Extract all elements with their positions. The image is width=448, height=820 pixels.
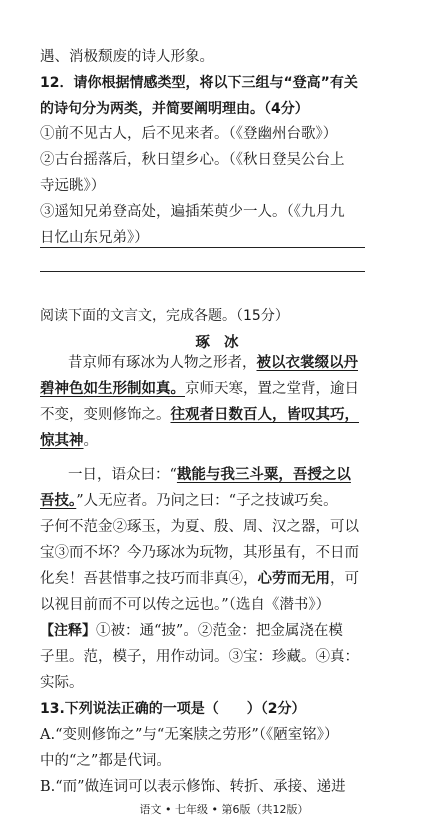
passage-p1-line1 bbox=[40, 353, 410, 373]
passage-p2-line6: 以视目前而不可以传之远也。”（选自《潜书》） bbox=[40, 597, 331, 613]
passage-p2-line3: 子何不范金②琢玉，为夏、殷、周、汉之器，可以 bbox=[40, 519, 359, 535]
p1-text-c: 不变，变则修饰之。 bbox=[40, 407, 171, 423]
p1-text-b2: 京师天寒，置之堂背，逾日 bbox=[185, 381, 359, 397]
passage-p2-line2 bbox=[40, 491, 410, 511]
p2-text-b2: ”人无应者。乃问之曰：“子之技诚巧矣。 bbox=[76, 493, 338, 509]
q13-option-a-line1: A.“变则修饰之”与“无案牍之劳形”（《陋室铭》） bbox=[40, 727, 339, 743]
intro-tail-line: 遇、消极颓废的诗人形象。 bbox=[40, 49, 214, 65]
q12-item-3a: ③遥知兄弟登高处，遍插茱萸少一人。（《九月九 bbox=[40, 204, 345, 220]
p2-bold-a2: 戡能与我三斗粟，吾授之以 bbox=[176, 466, 351, 483]
passage-p1-line4 bbox=[40, 431, 410, 451]
q12-item-2a: ②古台摇落后，秋日望乡心。（《秋日登吴公台上 bbox=[40, 152, 345, 168]
q13-option-a-line2: 中的“之”都是代词。 bbox=[40, 753, 171, 769]
answer-line-1 bbox=[40, 247, 365, 248]
q12-item-1: ①前不见古人，后不见来者。（《登幽州台歌》） bbox=[40, 126, 338, 142]
p2-bold-b1: 吾技。 bbox=[40, 492, 77, 509]
passage-p2-line4: 宝③而不坏？今乃琢冰为玩物，其形虽有，不日而 bbox=[40, 545, 359, 561]
p1-bold-b1: 碧神色如生形制如真。 bbox=[40, 380, 185, 397]
q12-item-3b: 日忆山东兄弟》） bbox=[40, 230, 149, 246]
page-footer: 语文 • 七年级 • 第6版（共12版） bbox=[139, 803, 309, 816]
p2-bold-e2: 心劳而无用 bbox=[257, 570, 330, 587]
p1-text-d-end: 。 bbox=[83, 433, 98, 449]
p1-bold-a2: 被以衣裳缀以丹 bbox=[256, 354, 358, 371]
notes-line1 bbox=[40, 621, 410, 641]
passage-p1-line3 bbox=[40, 405, 410, 425]
q12-stem-line1: 12．请你根据情感类型，将以下三组与“登高”有关 bbox=[40, 75, 358, 91]
notes-line3: 实际。 bbox=[40, 675, 84, 691]
p1-bold-d: 惊其神 bbox=[40, 432, 84, 449]
notes-label: 【注释】 bbox=[40, 623, 96, 639]
q13-option-b: B.“而”做连词可以表示修饰、转折、承接、递进 bbox=[40, 779, 346, 795]
p2-text-e3: ，可 bbox=[330, 571, 359, 587]
passage-p1-line2 bbox=[40, 379, 410, 399]
notes-line2: 子里。范，模子，用作动词。③宝：珍藏。④真： bbox=[40, 649, 359, 665]
p2-text-e1: 化矣！吾甚惜事之技巧而非真④， bbox=[40, 571, 258, 587]
reading-intro: 阅读下面的文言文，完成各题。（15分） bbox=[40, 308, 289, 324]
p1-bold-c: 往观者日数百人，皆叹其巧， bbox=[170, 406, 359, 423]
passage-p2-line5 bbox=[40, 569, 410, 589]
q12-item-2b: 寺远眺》） bbox=[40, 178, 106, 194]
answer-line-2 bbox=[40, 271, 365, 272]
passage-title: 琢冰 bbox=[195, 334, 253, 351]
p2-text-a1: 一日，语众曰：“ bbox=[68, 467, 177, 483]
q12-stem-line2: 的诗句分为两类，并简要阐明理由。（4分） bbox=[40, 101, 309, 117]
p1-text-a1: 昔京师有琢冰为人物之形者， bbox=[68, 355, 257, 371]
passage-p2-line1 bbox=[40, 465, 410, 485]
q13-stem: 13.下列说法正确的一项是（ ）（2分） bbox=[40, 701, 306, 717]
notes-text-a: ①被：通“披”。②范金：把金属浇在模 bbox=[96, 623, 343, 639]
